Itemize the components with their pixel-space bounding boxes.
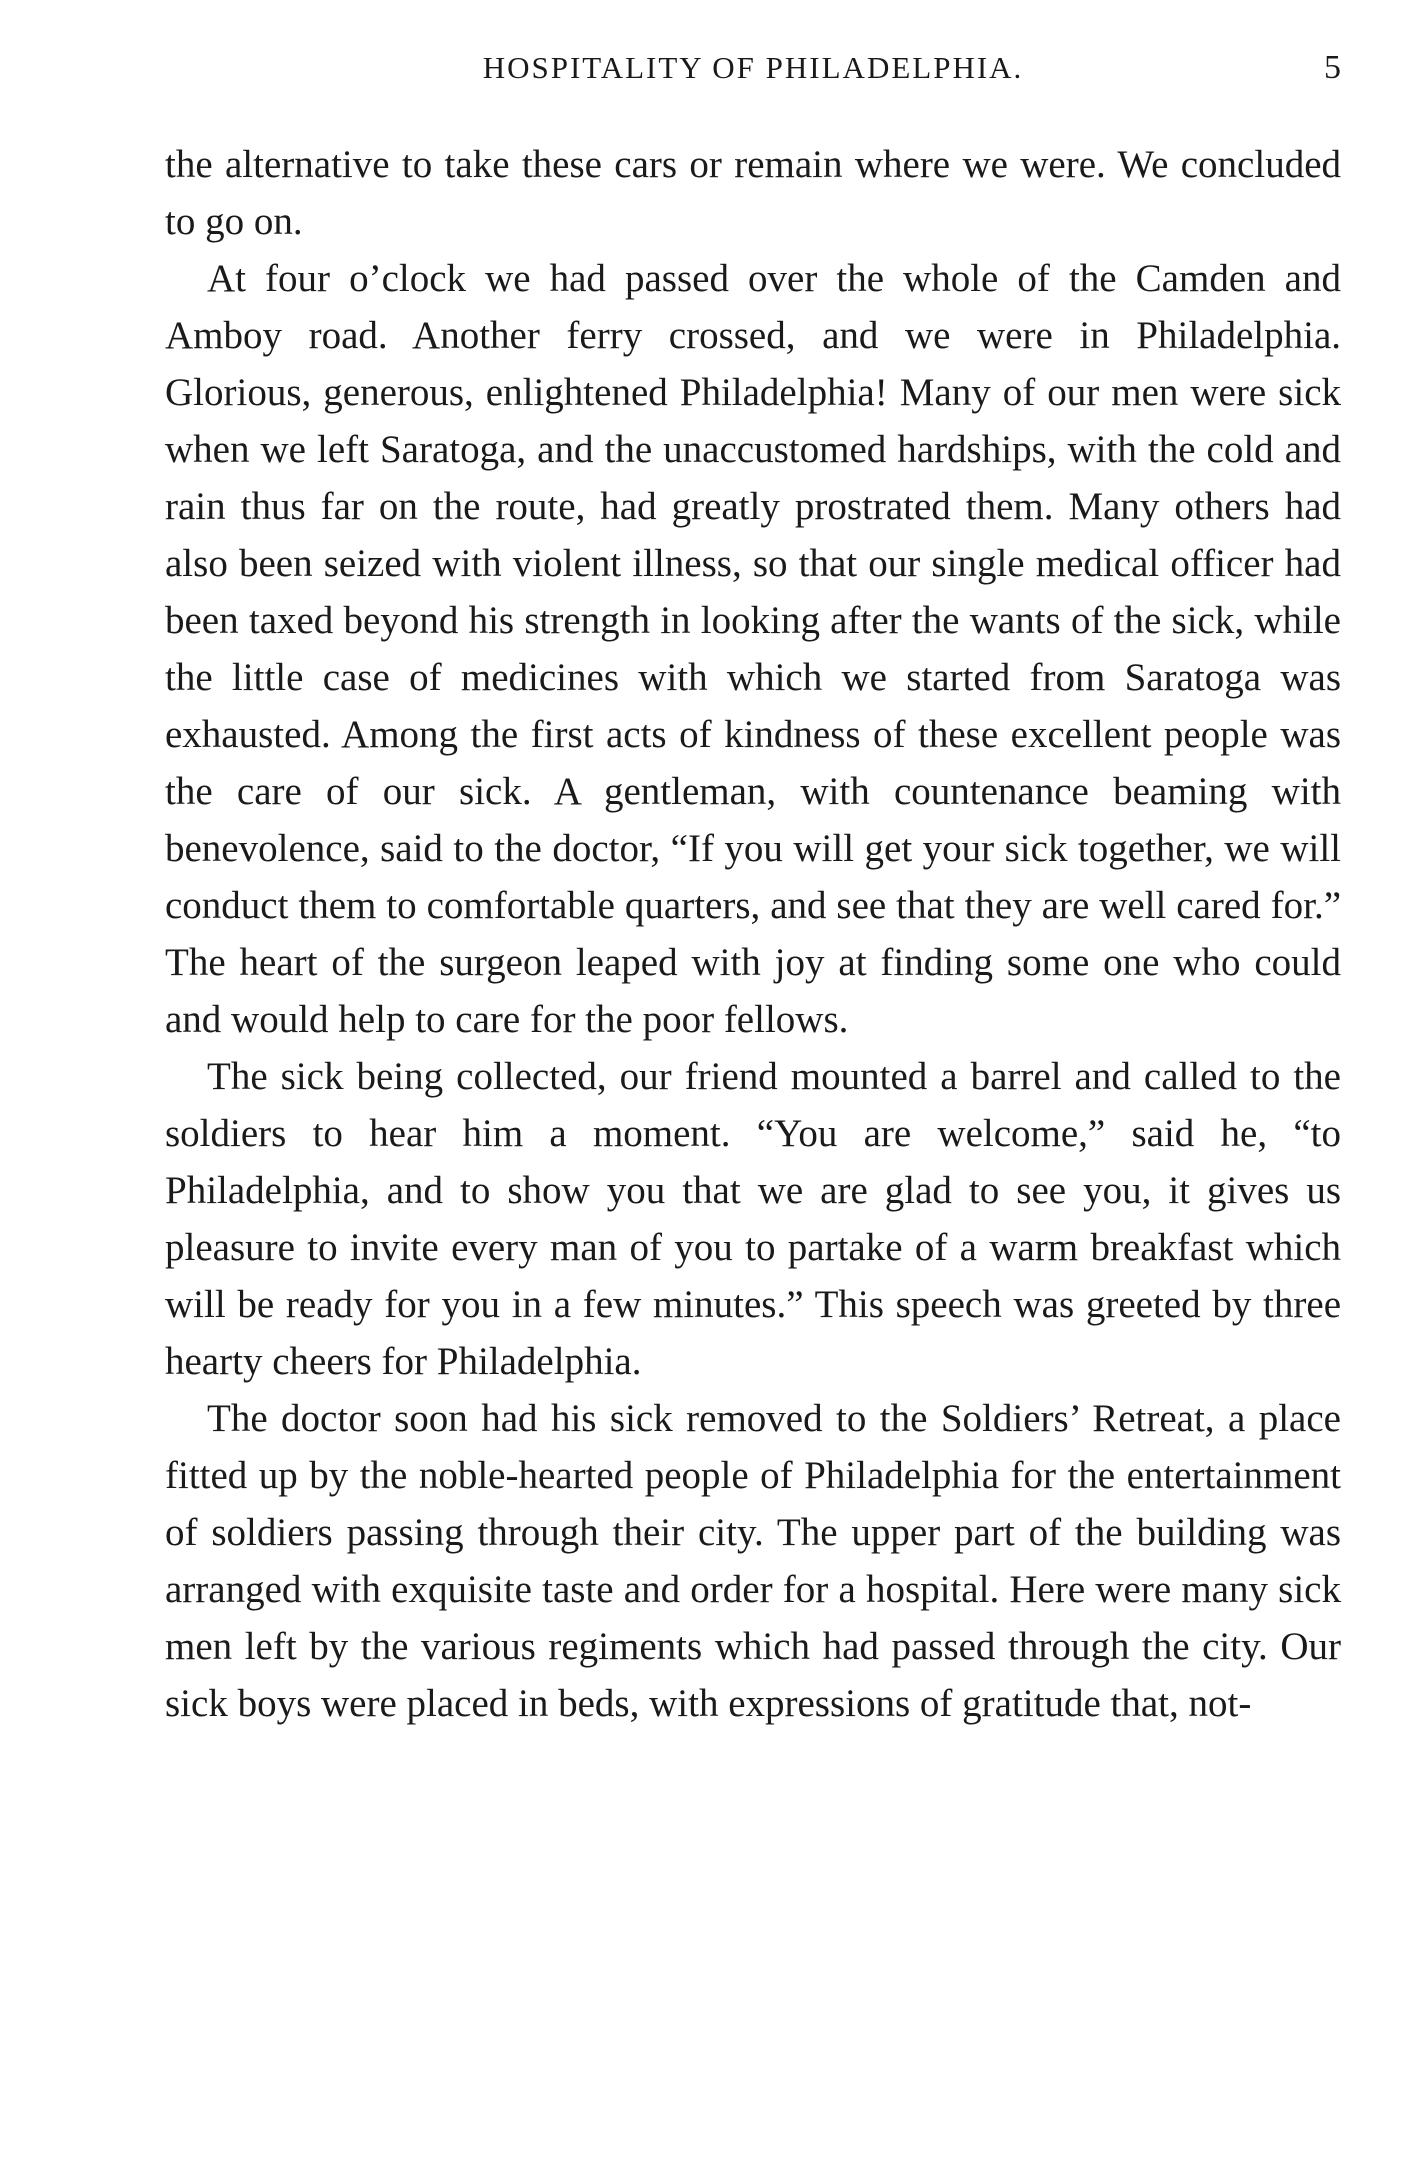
- paragraph-continuation: the alternative to take these cars or remain where we were. We concluded to go on.: [165, 143, 1341, 243]
- paragraph-soldiers-retreat: The doctor soon had his sick removed to the Soldiers’ Retreat, a place fitted up by the noble-hearted people of Philadelphia for the entertainment of soldiers passing through their city. The upper part of the building was arranged with exquisite taste and order for a hospital. Here were many sick men left by the various regiments which had passed through the city. Our sick boys were placed in beds, with expressions of gratitude that, not-: [165, 1397, 1341, 1725]
- paragraph-arrival-philadelphia: At four o’clock we had passed over the whole of the Camden and Amboy road. Another ferry crossed, and we were in Philadelphia. Glorious, generous, enlightened Philadelphia! Many of our men were sick when we left Saratoga, and the unaccustomed hardships, with the cold and rain thus far on the route, had greatly prostrated them. Many others had also been seized with violent illness, so that our single medical officer had been taxed beyond his strength in looking after the wants of the sick, while the little case of medicines with which we started from Saratoga was exhausted. Among the first acts of kindness of these excellent people was the care of our sick. A gentleman, with countenance beaming with benevolence, said to the doctor, “If you will get your sick together, we will conduct them to comfortable quarters, and see that they are well cared for.” The heart of the surgeon leaped with joy at finding some one who could and would help to care for the poor fellows.: [165, 257, 1341, 1041]
- paragraph-welcome-speech: The sick being collected, our friend mounted a barrel and called to the soldiers to hear him a moment. “You are welcome,” said he, “to Philadelphia, and to show you that we are glad to see you, it gives us pleasure to invite every man of you to partake of a warm breakfast which will be ready for you in a few minutes.” This speech was greeted by three hearty cheers for Philadelphia.: [165, 1055, 1341, 1383]
- body-text: [165, 136, 1341, 1732]
- running-title: HOSPITALITY OF PHILADELPHIA.: [482, 50, 1024, 85]
- page-number: 5: [1324, 49, 1341, 86]
- running-head: [165, 46, 1341, 90]
